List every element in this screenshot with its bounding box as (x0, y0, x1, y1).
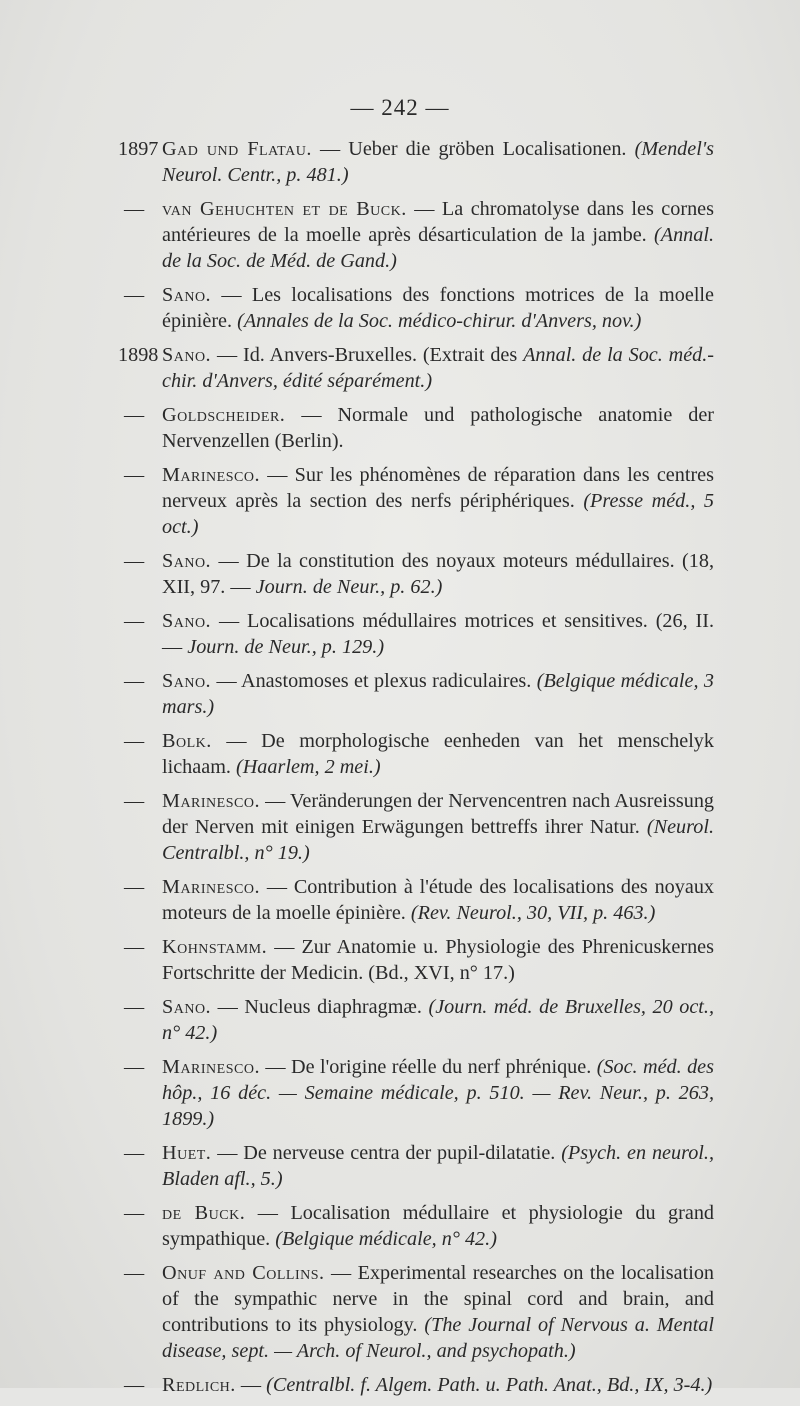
entry-source: Annal. de la Soc. méd.-chir. d'Anvers, édité séparément.) (162, 344, 715, 392)
bibliography-entry (118, 874, 714, 926)
entry-source: (Centralbl. f. Algem. Path. u. Path. Anat., Bd., IX, 3-4.) (266, 1374, 713, 1396)
entry-year: 1897 (118, 138, 159, 160)
entry-title: — Experimental researches on the localisation of the sympathic nerve in the spinal cord and brain, and contributions to its physiology. (162, 1262, 715, 1336)
entry-title: — Contribution à l'étude des localisations des noyaux moteurs de la moelle épinière. (162, 876, 715, 924)
entry-source: (Annal. de la Soc. de Méd. de Gand.) (162, 224, 715, 272)
ditto-dash: — (124, 1262, 145, 1284)
bibliography-entry (118, 462, 714, 540)
ditto-dash: — (124, 1374, 145, 1396)
entry-source: (Presse méd., 5 oct.) (162, 490, 714, 538)
entry-author: van Gehuchten et de Buck. (162, 198, 407, 220)
ditto-dash: — (124, 730, 145, 752)
entry-title: — De l'origine réelle du nerf phrénique. (265, 1056, 592, 1078)
bibliography-entry (118, 994, 714, 1046)
entry-title: — Id. Anvers-Bruxelles. (Extrait des (216, 344, 518, 366)
entry-source: (The Journal of Nervous a. Mental disease, sept. — Arch. of Neurol., and psychopath.) (162, 1314, 715, 1362)
entry-title: — Veränderungen der Nervencentren nach Ausreissung der Nerven mit einigen Erwägungen bettreffs ihrer Natur. (162, 790, 715, 838)
bibliography-entry (118, 402, 714, 454)
entry-source: (Belgique médicale, n° 42.) (275, 1228, 497, 1250)
ditto-dash: — (124, 284, 145, 306)
bibliography-entry (118, 1260, 714, 1364)
ditto-dash: — (124, 996, 145, 1018)
entry-source: (Soc. méd. des hôp., 16 déc. — Semaine médicale, p. 510. — Rev. Neur., p. 263, 1899.) (162, 1056, 715, 1130)
entry-source: (Annales de la Soc. médico-chirur. d'Anvers, nov.) (237, 310, 642, 332)
entry-title: — Les localisations des fonctions motrices de la moelle épinière. (162, 284, 714, 332)
entry-title: — Normale und pathologische anatomie der Nervenzellen (Berlin). (162, 404, 714, 452)
entry-author: Marinesco. (162, 1056, 261, 1078)
bibliography-entry (118, 1054, 714, 1132)
entry-title: — Ueber die gröben Localisationen. (319, 138, 627, 160)
entry-title: — (240, 1374, 262, 1396)
entry-source: (Mendel's Neurol. Centr., p. 481.) (162, 138, 715, 186)
entry-author: Sano. (162, 670, 212, 692)
entry-title: — La chromatolyse dans les cornes antérieures de la moelle après désarticulation de la jambe. (162, 198, 714, 246)
entry-author: Huet. (162, 1142, 212, 1164)
bibliography-entry (118, 548, 714, 600)
entry-author: Sano. (162, 610, 212, 632)
bibliography-entry (118, 1372, 714, 1398)
bibliography-entry (118, 788, 714, 866)
entry-source: Journ. de Neur., p. 62.) (255, 576, 443, 598)
entry-author: de Buck. (162, 1202, 246, 1224)
entry-source: (Psych. en neurol., Bladen afl., 5.) (162, 1142, 714, 1190)
ditto-dash: — (124, 550, 145, 572)
ditto-dash: — (124, 404, 145, 426)
page-number: — 242 — (350, 95, 450, 120)
bibliography-entry (118, 342, 714, 394)
entry-author: Bolk. (162, 730, 212, 752)
entry-author: Sano. (162, 284, 212, 306)
bibliography-entry (118, 1200, 714, 1252)
bibliography-entry (118, 136, 714, 188)
entry-source: (Neurol. Centralbl., n° 19.) (162, 816, 714, 864)
entry-source: (Journ. méd. de Bruxelles, 20 oct., n° 42.) (162, 996, 715, 1044)
bibliography-list (118, 136, 714, 1406)
bibliography-entry (118, 934, 714, 986)
entry-author: Kohnstamm. (162, 936, 268, 958)
ditto-dash: — (124, 790, 145, 812)
entry-author: Marinesco. (162, 790, 261, 812)
ditto-dash: — (124, 610, 145, 632)
ditto-dash: — (124, 670, 145, 692)
entry-author: Redlich. (162, 1374, 236, 1396)
entry-title: — De nerveuse centra der pupil-dilatatie. (217, 1142, 556, 1164)
entry-author: Sano. (162, 550, 212, 572)
entry-author: Gad und Flatau. (162, 138, 312, 160)
entry-title: — De la constitution des noyaux moteurs médullaires. (18, XII, 97. — (162, 550, 715, 598)
entry-title: — Localisation médullaire et physiologie du grand sympathique. (162, 1202, 715, 1250)
ditto-dash: — (124, 1202, 145, 1224)
entry-author: Sano. (162, 344, 212, 366)
ditto-dash: — (124, 1056, 145, 1078)
entry-title: — De morphologische eenheden van het menschelyk lichaam. (162, 730, 714, 778)
bibliography-entry (118, 608, 714, 660)
ditto-dash: — (124, 1142, 145, 1164)
entry-source: (Rev. Neurol., 30, VII, p. 463.) (410, 902, 656, 924)
entry-author: Goldscheider. (162, 404, 286, 426)
ditto-dash: — (124, 876, 145, 898)
entry-source: (Haarlem, 2 mei.) (236, 756, 381, 778)
bibliography-entry (118, 668, 714, 720)
entry-title: — Localisations médullaires motrices et sensitives. (26, II. — (162, 610, 714, 658)
bibliography-entry (118, 1140, 714, 1192)
entry-title: — Nucleus diaphragmæ. (217, 996, 422, 1018)
bibliography-entry (118, 282, 714, 334)
entry-title: — Anastomoses et plexus radiculaires. (216, 670, 532, 692)
entry-title: — Zur Anatomie u. Physiologie des Phrenicuskernes Fortschritte der Medicin. (Bd., XVI, n° 17.) (162, 936, 714, 984)
entry-source: (Belgique médicale, 3 mars.) (162, 670, 715, 718)
bibliography-entry (118, 728, 714, 780)
entry-title: — Sur les phénomènes de réparation dans les centres nerveux après la section des nerfs périphériques. (162, 464, 714, 512)
entry-author: Marinesco. (162, 876, 261, 898)
ditto-dash: — (124, 464, 145, 486)
entry-source: Journ. de Neur., p. 129.) (187, 636, 385, 658)
entry-year: 1898 (118, 344, 159, 366)
ditto-dash: — (124, 198, 145, 220)
bibliography-entry (118, 196, 714, 274)
entry-author: Onuf and Collins. (162, 1262, 325, 1284)
entry-author: Marinesco. (162, 464, 261, 486)
ditto-dash: — (124, 936, 145, 958)
entry-author: Sano. (162, 996, 212, 1018)
